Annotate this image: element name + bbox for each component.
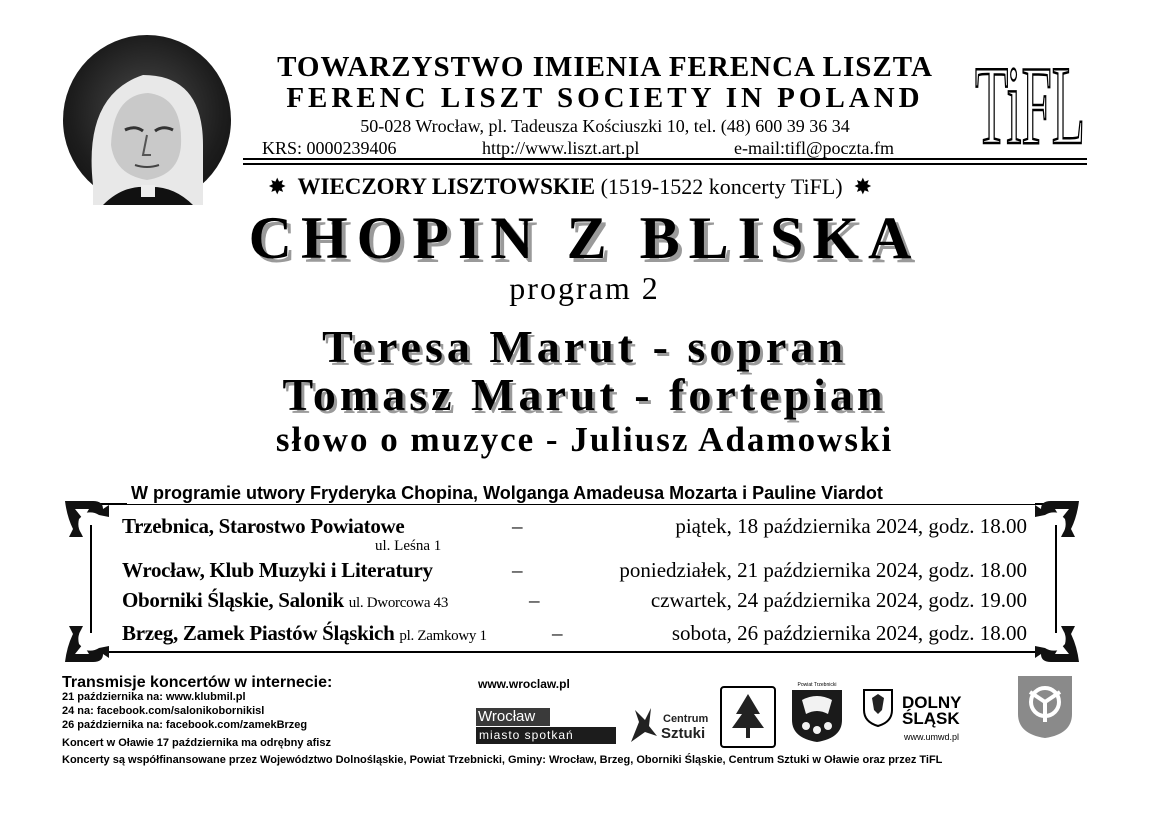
society-address: 50-028 Wrocław, pl. Tadeusza Kościuszki 10, tel. (48) 600 39 36 34 [360, 116, 850, 136]
email-link[interactable]: e-mail:tifl@poczta.fm [734, 138, 895, 158]
streaming-line: 24 na: facebook.com/salonikobornikisl [62, 705, 265, 717]
frame-left-border [90, 525, 92, 633]
powiat-trzebnicki-crest [788, 680, 846, 744]
header-divider [243, 158, 1087, 165]
centrum-logo-line2: Sztuki [661, 725, 706, 742]
program-number: program 2 [509, 270, 660, 306]
liszt-portrait [63, 35, 231, 205]
concert-date: piątek, 18 października 2024, godz. 18.00 [675, 514, 1027, 538]
concert-venue: Trzebnica, Starostwo Powiatowe [122, 514, 405, 538]
concert-venue-name: Brzeg, Zamek Piastów Śląskich [122, 621, 395, 645]
powiat-label: Powiat Trzebnicki [797, 682, 837, 688]
tifl-logo-text: TiFL [975, 44, 1085, 168]
society-name-polish: TOWARZYSTWO IMIENIA FERENCA LISZTA [277, 51, 933, 83]
program-heading: W programie utwory Fryderyka Chopina, Wolganga Amadeusa Mozarta i Pauline Viardot [127, 482, 1035, 504]
speaker-line: słowo o muzyce - Juliusz Adamowski [275, 420, 894, 459]
cofinancing-note: Koncerty są współfinansowane przez Województwo Dolnośląskie, Powiat Trzebnicki, Gminy: Wrocław, Brzeg, Oborniki Śląskie, Centrum Sztuki w Oławie oraz przez TiFL [62, 754, 943, 766]
series-note: (1519-1522 koncerty TiFL) [600, 174, 843, 199]
performer-piano: Tomasz Marut - fortepian [282, 369, 887, 420]
trzebnica-crest-icon [720, 686, 776, 748]
krs-number: KRS: 0000239406 [262, 138, 397, 158]
olawa-crest-icon [1016, 674, 1074, 740]
centrum-logo-line1: Centrum [663, 713, 709, 725]
concert-venue [122, 586, 448, 617]
concert-venue [122, 619, 487, 650]
streaming-line: 26 października na: facebook.com/zamekBrzeg [62, 719, 308, 731]
corner-ornament-icon [63, 624, 111, 666]
wroclaw-logo-bottom: miasto spotkań [476, 727, 616, 744]
concert-date: czwartek, 24 października 2024, godz. 19.00 [650, 588, 1027, 612]
concert-row [122, 586, 1027, 614]
concert-dash: – [512, 558, 523, 582]
concert-row [122, 619, 1027, 647]
wroclaw-logo [476, 708, 616, 744]
corner-ornament-icon [1033, 624, 1081, 666]
umwd-url: www.umwd.pl [904, 732, 960, 742]
event-title: CHOPIN Z BLISKA [248, 205, 921, 271]
wroclaw-url[interactable]: www.wroclaw.pl [478, 677, 570, 691]
star-icon: ✸ [853, 174, 873, 199]
series-line [268, 172, 1068, 202]
corner-ornament-icon [63, 497, 111, 539]
concert-dash: – [552, 621, 563, 645]
website-link[interactable]: http://www.liszt.art.pl [482, 138, 640, 158]
streaming-note: Koncert w Oławie 17 października ma odrębny afisz [62, 737, 331, 749]
centrum-sztuki-logo [629, 702, 709, 746]
wroclaw-logo-top: Wrocław [476, 708, 550, 726]
concert-address: ul. Leśna 1 [375, 538, 442, 554]
series-name: WIECZORY LISZTOWSKIE [297, 174, 596, 199]
concert-row [122, 512, 1027, 540]
dolny-slask-line1: DOLNY [902, 693, 962, 712]
concert-address: pl. Zamkowy 1 [399, 628, 487, 644]
concert-venue: Wrocław, Klub Muzyki i Literatury [122, 558, 433, 582]
tifl-logo [973, 38, 1088, 168]
dolny-slask-logo [862, 680, 982, 744]
streaming-title: Transmisje koncertów w internecie: [62, 674, 333, 691]
society-name-english: FERENC LISZT SOCIETY IN POLAND [286, 82, 924, 114]
performer-soprano: Teresa Marut - sopran [322, 321, 847, 372]
streaming-line: 21 października na: www.klubmil.pl [62, 691, 246, 703]
concert-dash: – [512, 514, 523, 538]
dolny-slask-line2: ŚLĄSK [902, 709, 960, 728]
concert-row [122, 556, 1027, 584]
concert-address: ul. Dworcowa 43 [348, 595, 449, 611]
concert-dash: – [529, 588, 540, 612]
frame-bottom-border [95, 651, 1070, 653]
star-icon: ✸ [268, 174, 287, 199]
concert-date: poniedziałek, 21 października 2024, godz. 18.00 [619, 558, 1027, 582]
concert-venue-name: Oborniki Śląskie, Salonik [122, 588, 344, 612]
frame-right-border [1055, 525, 1057, 633]
corner-ornament-icon [1033, 497, 1081, 539]
concert-date: sobota, 26 października 2024, godz. 18.00 [671, 621, 1027, 645]
